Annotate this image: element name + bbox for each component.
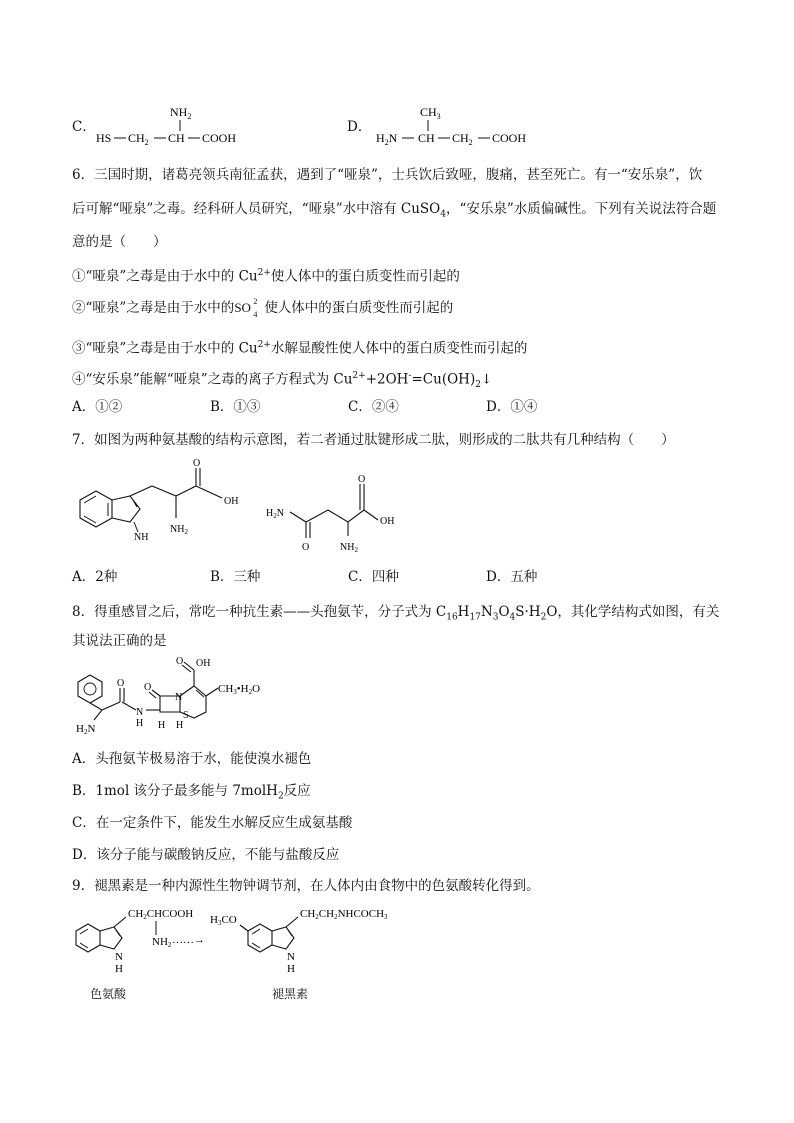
- svg-text:O: O: [176, 656, 184, 667]
- q9-stem: 9．褪黑素是一种内源性生物钟调节剂，在人体内由食物中的色氨酸转化得到。: [72, 878, 540, 894]
- q8-cephalexin-structure: [72, 652, 272, 740]
- svg-text:O: O: [144, 682, 152, 693]
- svg-text:OH: OH: [224, 496, 239, 507]
- svg-text:CH3•H2O: CH3•H2O: [218, 683, 261, 696]
- svg-text:COOH: COOH: [202, 131, 237, 145]
- q6-option-c[interactable]: C．②④: [348, 399, 399, 415]
- svg-text:OH: OH: [380, 516, 395, 527]
- q6-option-d[interactable]: D．①④: [486, 399, 538, 415]
- svg-text:H: H: [115, 963, 123, 975]
- q6-statement-1: ①“哑泉”之毒是由于水中的 $Cu^{2+}$使人体中的蛋白质变性而引起的: [72, 268, 460, 285]
- q7-option-a[interactable]: A．2种: [72, 569, 118, 585]
- q7-asparagine-structure: [264, 470, 414, 560]
- svg-text:H: H: [287, 963, 295, 975]
- svg-text:NH2: $NH_2$: [170, 524, 188, 536]
- q7-stem: 7．如图为两种氨基酸的结构示意图，若二者通过肽键形成二肽，则形成的二肽共有几种结构（ ）: [72, 432, 675, 448]
- q6-stem-line-1: 6．三国时期，诸葛亮领兵南征孟获，遇到了“哑泉”，士兵饮后致哑，腹痛，甚至死亡。有一“安乐泉”，饮: [72, 167, 703, 183]
- svg-text:H: H: [158, 720, 166, 731]
- svg-text:N: N: [115, 951, 123, 963]
- svg-text:H2N: H2N: [76, 723, 96, 736]
- q6-stem-line-2: 后可解“哑泉”之毒。经科研人员研究，“哑泉”水中溶有 CuSO$_4$，“安乐泉”水质偏碱性。下列有关说法符合题: [72, 201, 717, 220]
- sulfate-ion-formula: SO 2 4: [234, 297, 258, 319]
- q6-stem-line-3: 意的是（ ）: [72, 234, 167, 250]
- q7-option-c[interactable]: C．四种: [348, 569, 399, 585]
- q5-option-c-structure: [92, 104, 262, 150]
- q7-option-b[interactable]: B．三种: [210, 569, 261, 585]
- q5-option-d-letter: D．: [347, 119, 372, 135]
- svg-text:CH3: $CH_3$: [420, 105, 441, 121]
- svg-text:NH2: $NH_2$: [340, 542, 358, 554]
- svg-text:……→: ……→: [172, 934, 205, 946]
- svg-text:H2N: $H_2N$: [266, 508, 284, 520]
- svg-text:N: N: [175, 692, 183, 703]
- svg-text:CH2: $CH_2$: [452, 131, 473, 147]
- q6-option-b[interactable]: B．①③: [210, 399, 261, 415]
- q6-option-a[interactable]: A．①②: [72, 399, 123, 415]
- svg-text:HS: HS: [96, 131, 112, 145]
- svg-text:CH2: $CH_2$: [128, 131, 149, 147]
- q6-statement-3: ③“哑泉”之毒是由于水中的 $Cu^{2+}$水解显酸性使人体中的蛋白质变性而引起的: [72, 340, 528, 357]
- svg-text:CH: CH: [418, 131, 435, 145]
- svg-text:OH: OH: [196, 658, 211, 669]
- svg-text:O: O: [302, 542, 310, 553]
- svg-text:CH: CH: [168, 131, 185, 145]
- svg-text:S: S: [183, 710, 189, 721]
- svg-text:O: O: [193, 458, 201, 469]
- svg-text:NH: NH: [134, 532, 149, 543]
- q8-option-c[interactable]: C．在一定条件下，能发生水解反应生成氨基酸: [72, 815, 353, 831]
- q7-option-d[interactable]: D．五种: [486, 569, 538, 585]
- svg-text:H3CO: H3CO: [210, 914, 237, 927]
- q5-option-c-letter: C．: [72, 119, 96, 135]
- q9-caption-tryptophan: 色氨酸: [90, 987, 127, 1001]
- svg-text:NH2: NH2: [152, 936, 172, 949]
- q8-stem-line-1: 8．得重感冒之后，常吃一种抗生素——头孢氨苄，分子式为 $C_{16}H_{17}N_3O_4S\cdot H_2O$，其化学结构式如图，有关: [72, 604, 720, 623]
- svg-text:COOH: COOH: [492, 131, 527, 145]
- q6-statement-4: ④“安乐泉”能解“哑泉”之毒的离子方程式为 $Cu^{2+}+2OH^-=Cu(OH)_2↓$: [72, 371, 493, 391]
- svg-text:O: O: [117, 678, 125, 689]
- svg-text:N: N: [287, 951, 295, 963]
- svg-text:H: H: [136, 718, 144, 729]
- q6-statement-2: ②“哑泉”之毒是由于水中的SO 2 4 使人体中的蛋白质变性而引起的: [72, 297, 454, 319]
- q9-tryptophan-to-melatonin-scheme: [72, 905, 432, 985]
- svg-text:H: H: [176, 720, 184, 731]
- q9-caption-melatonin: 褪黑素: [272, 987, 309, 1001]
- svg-text:O: O: [358, 474, 366, 485]
- q8-option-d[interactable]: D．该分子能与碳酸钠反应，不能与盐酸反应: [72, 847, 340, 863]
- svg-text:CH2CHCOOH: CH2CHCOOH: [128, 908, 194, 921]
- q8-option-b[interactable]: B．1mol 该分子最多能与 7molH$_2$反应: [72, 783, 311, 802]
- q5-option-d-structure: [372, 104, 542, 150]
- q8-option-a[interactable]: A．头孢氨苄极易溶于水，能使溴水褪色: [72, 751, 312, 767]
- q7-tryptophan-structure: [72, 458, 262, 558]
- svg-text:NH2: $NH_2$: [170, 105, 192, 121]
- q8-stem-line-2: 其说法正确的是: [72, 633, 167, 649]
- svg-text:H2N: $H_2N$: [376, 131, 398, 147]
- svg-text:CH2CH2NHCOCH3: CH2CH2NHCOCH3: [300, 908, 388, 921]
- svg-text:N: N: [136, 707, 144, 718]
